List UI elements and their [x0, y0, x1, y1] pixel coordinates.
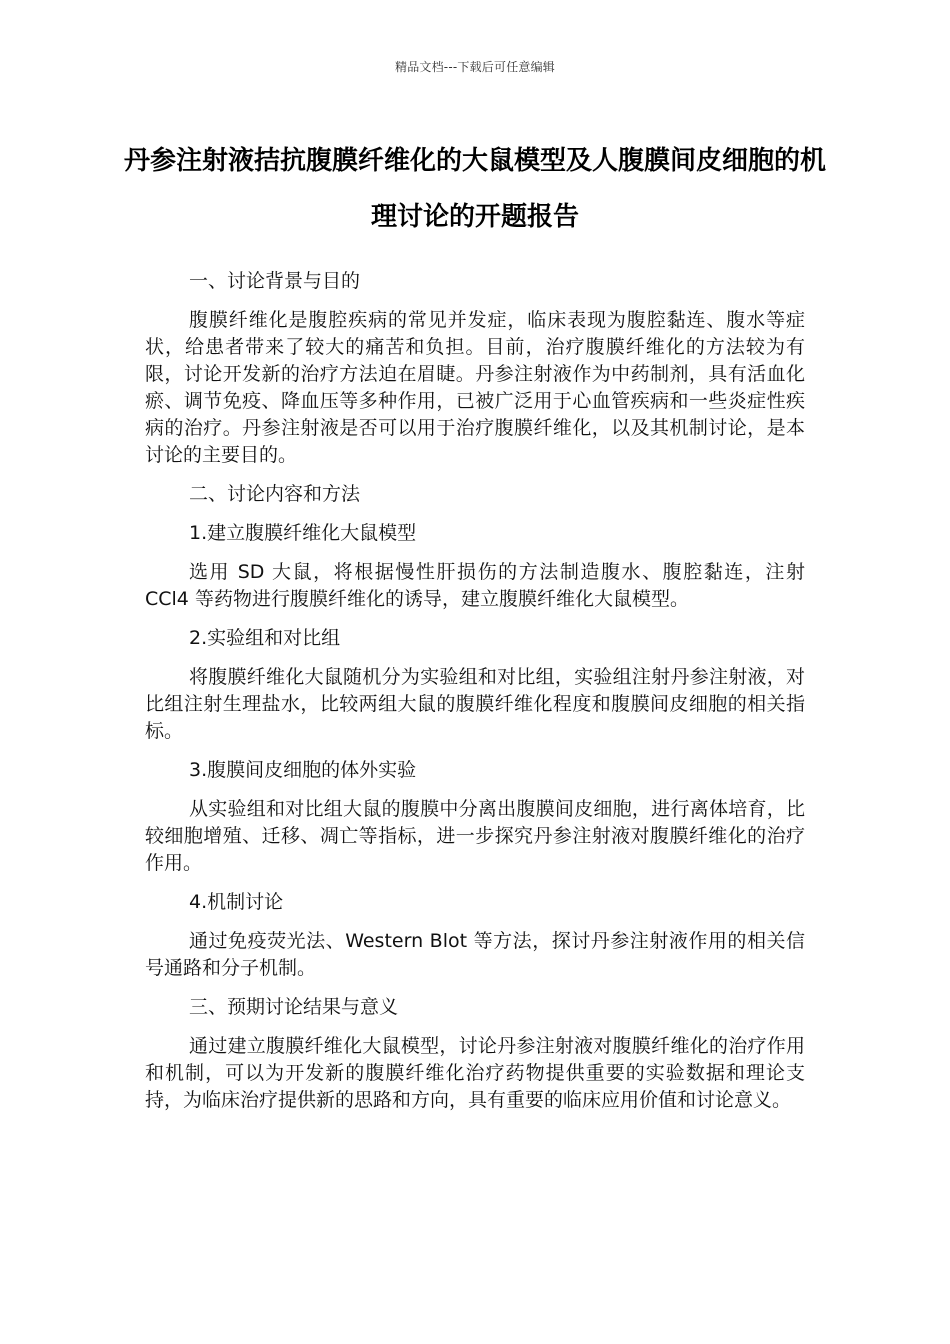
document-body [145, 268, 805, 1126]
paragraph-background: 腹膜纤维化是腹腔疾病的常见并发症，临床表现为腹腔黏连、腹水等症状，给患者带来了较大的痛苦和负担。目前，治疗腹膜纤维化的方法较为有限，讨论开发新的治疗方法迫在眉睫。丹参注射液作为中药制剂，具有活血化瘀、调节免疫、降血压等多种作用，已被广泛用于心血管疾病和一些炎症性疾病的治疗。丹参注射液是否可以用于治疗腹膜纤维化，以及其机制讨论，是本讨论的主要目的。 [145, 309, 805, 466]
document-title: 丹参注射液拮抗腹膜纤维化的大鼠模型及人腹膜间皮细胞的机理讨论的开题报告 [123, 146, 826, 232]
paragraph-model: 选用 SD 大鼠，将根据慢性肝损伤的方法制造腹水、腹腔黏连，注射 CCl4 等药物进行腹膜纤维化的诱导，建立腹膜纤维化大鼠模型。 [145, 561, 805, 610]
subheading-mechanism: 4.机制讨论 [189, 891, 284, 913]
section-heading-background: 一、讨论背景与目的 [189, 270, 361, 292]
paragraph-groups: 将腹膜纤维化大鼠随机分为实验组和对比组，实验组注射丹参注射液，对比组注射生理盐水，比较两组大鼠的腹膜纤维化程度和腹膜间皮细胞的相关指标。 [145, 666, 805, 742]
section-heading-expected-results: 三、预期讨论结果与意义 [189, 996, 399, 1018]
subheading-in-vitro: 3.腹膜间皮细胞的体外实验 [189, 759, 417, 781]
header-note: 精品文档---下载后可任意编辑 [395, 60, 555, 74]
subheading-groups: 2.实验组和对比组 [189, 627, 341, 649]
paragraph-in-vitro: 从实验组和对比组大鼠的腹膜中分离出腹膜间皮细胞，进行离体培育，比较细胞增殖、迁移、凋亡等指标，进一步探究丹参注射液对腹膜纤维化的治疗作用。 [145, 798, 805, 874]
section-heading-content-methods: 二、讨论内容和方法 [189, 483, 361, 505]
subheading-model: 1.建立腹膜纤维化大鼠模型 [189, 522, 417, 544]
paragraph-expected-results: 通过建立腹膜纤维化大鼠模型，讨论丹参注射液对腹膜纤维化的治疗作用和机制，可以为开发新的腹膜纤维化治疗药物提供重要的实验数据和理论支持，为临床治疗提供新的思路和方向，具有重要的临床应用价值和讨论意义。 [145, 1035, 805, 1111]
paragraph-mechanism: 通过免疫荧光法、Western Blot 等方法，探讨丹参注射液作用的相关信号通路和分子机制。 [145, 930, 805, 979]
